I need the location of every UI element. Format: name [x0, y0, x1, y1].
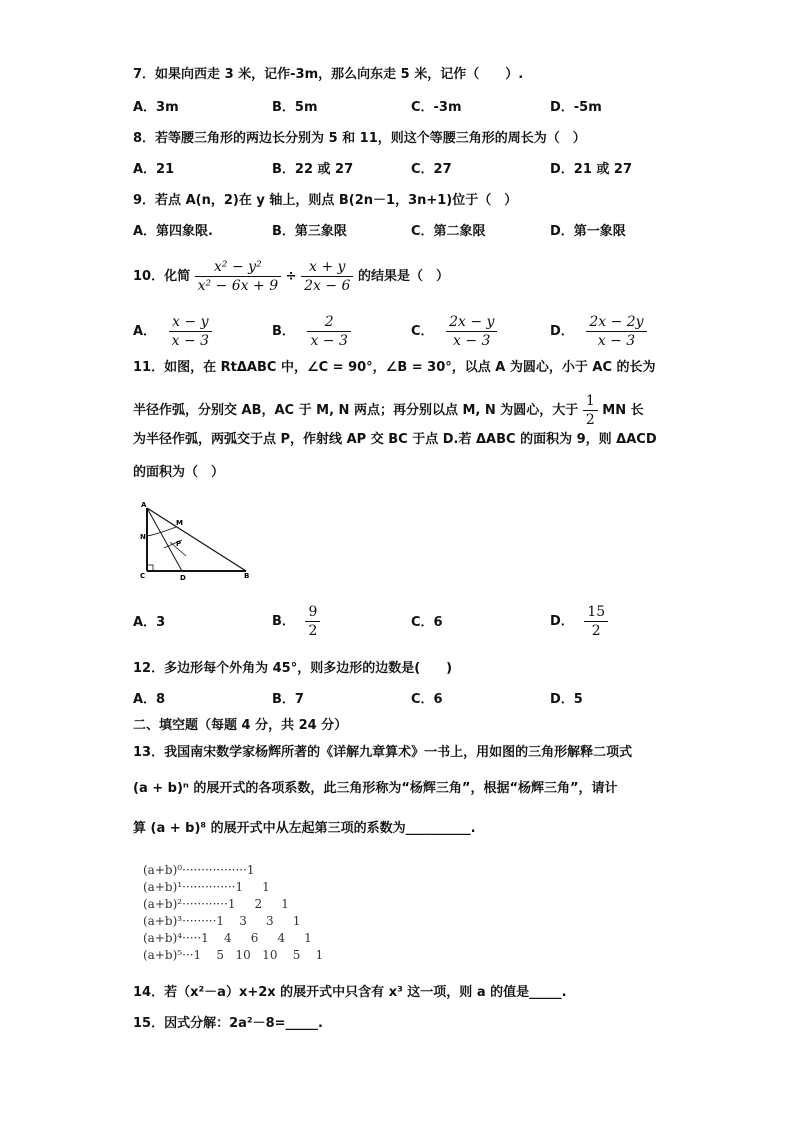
q10-option-d-label: D．: [550, 324, 574, 339]
q8-option-a: A．21: [133, 162, 175, 177]
q11-option-d: [550, 603, 608, 640]
label-m: M: [176, 519, 183, 527]
q9-option-b: B．第三象限: [272, 224, 347, 239]
q11-line-2: [133, 392, 644, 429]
q10-option-b-num: 2: [324, 314, 334, 330]
q12-option-c: C．6: [411, 692, 443, 707]
q10-fraction-1: [195, 258, 281, 295]
q10-option-a: [133, 313, 212, 350]
q13-line-1: 13．我国南宋数学家杨辉所著的《详解九章算术》一书上，用如图的三角形解释二项式: [133, 745, 633, 760]
q11-option-b-den: 2: [308, 623, 318, 639]
label-p: P: [176, 540, 182, 548]
q11-line-1: 11．如图，在 RtΔABC 中，∠C = 90°，∠B = 30°，以点 A 为圆心，小于 AC 的长为: [133, 360, 656, 375]
pascal-row: (a+b)³·········1 3 3 1: [143, 914, 301, 928]
pascal-row: (a+b)⁰·················1: [143, 863, 255, 877]
q10-option-c: [411, 313, 497, 350]
q11-option-c-label: C．: [411, 615, 434, 630]
q11-option-c-value: 6: [433, 615, 443, 630]
section-2-title: 二、填空题（每题 4 分，共 24 分）: [133, 718, 348, 733]
label-b: B: [244, 572, 250, 580]
label-c: C: [140, 572, 146, 580]
q7-option-c: C．-3m: [411, 100, 462, 115]
q11-line-3: 为半径作弧，两弧交于点 P，作射线 AP 交 BC 于点 D.若 ΔABC 的面积为 9，则 ΔACD: [133, 432, 657, 447]
q9-option-a: A．第四象限.: [133, 224, 213, 239]
q11-option-a: [133, 614, 165, 632]
side-ab: [147, 508, 246, 571]
q10-frac1-num: x² − y²: [214, 259, 262, 275]
q12-option-a: A．8: [133, 692, 166, 707]
q10-frac2-den: 2x − 6: [304, 278, 351, 294]
label-d: D: [180, 574, 186, 582]
q10-frac1-den: x² − 6x + 9: [197, 278, 279, 294]
q8-option-b: B．22 或 27: [272, 162, 354, 177]
q10-option-b-den: x − 3: [310, 333, 348, 349]
q11-option-b-label: B．: [272, 614, 295, 629]
q11-option-b-num: 9: [305, 603, 320, 622]
q10-stem: [133, 258, 449, 295]
q15-stem: 15．因式分解：2a²－8=_____.: [133, 1016, 323, 1031]
q10-option-d-den: x − 3: [597, 333, 636, 349]
q10-suffix: 的结果是（ ）: [357, 269, 449, 284]
q11-option-d-label: D．: [550, 614, 574, 629]
q10-option-c-den: x − 3: [453, 333, 491, 349]
q10-option-c-label: C．: [411, 324, 434, 339]
label-a: A: [141, 501, 147, 509]
label-n: N: [140, 533, 146, 541]
q10-option-c-num: 2x − y: [449, 314, 495, 330]
q11-line-2a: 半径作弧，分别交 AB，AC 于 M, N 两点；再分别以点 M, N 为圆心，大于: [133, 403, 579, 418]
q8-option-d: D．21 或 27: [550, 162, 633, 177]
q10-frac2-num: x + y: [309, 259, 346, 275]
q10-operator: ÷: [285, 269, 297, 284]
q12-option-d: D．5: [550, 692, 583, 707]
q10-option-b: [272, 313, 351, 350]
q12-stem: 12．多边形每个外角为 45°，则多边形的边数是( ): [133, 661, 453, 676]
q13-line-3: 算 (a + b)⁸ 的展开式中从左起第三项的系数为__________.: [133, 821, 476, 836]
q11-option-a-label: A．: [133, 615, 157, 630]
q7-stem: 7．如果向西走 3 米，记作-3m，那么向东走 5 米，记作（ ）.: [133, 67, 524, 82]
q9-option-c: C．第二象限: [411, 224, 486, 239]
q8-option-c: C．27: [411, 162, 452, 177]
q12-option-b: B．7: [272, 692, 304, 707]
pascal-triangle: [143, 862, 323, 964]
q11-half-den: 2: [585, 412, 595, 428]
q7-option-b: B．5m: [272, 100, 318, 115]
q7-option-a: A．3m: [133, 100, 179, 115]
q11-line-2b: MN 长: [602, 403, 644, 418]
q9-option-d: D．第一象限: [550, 224, 626, 239]
q10-option-d-num: 2x − 2y: [589, 314, 644, 330]
q11-option-c: [411, 614, 443, 632]
q9-stem: 9．若点 A(n，2)在 y 轴上，则点 B(2n－1，3n+1)位于（ ）: [133, 193, 518, 208]
q10-fraction-2: [301, 258, 353, 295]
q14-stem: 14．若（x²－a）x+2x 的展开式中只含有 x³ 这一项，则 a 的值是_____.: [133, 985, 567, 1000]
pascal-row: (a+b)¹··············1 1: [143, 880, 270, 894]
pascal-row: (a+b)⁴·····1 4 6 4 1: [143, 931, 312, 945]
q10-option-b-label: B．: [272, 324, 295, 339]
pascal-row: (a+b)⁵···1 5 10 10 5 1: [143, 948, 324, 962]
q10-option-a-label: A．: [133, 324, 157, 339]
q11-option-d-den: 2: [591, 623, 601, 639]
q11-option-d-num: 15: [584, 603, 608, 622]
q11-option-a-value: 3: [156, 615, 166, 630]
q11-triangle-figure: [134, 498, 258, 582]
pascal-row: (a+b)²············1 2 1: [143, 897, 289, 911]
q10-option-a-den: x − 3: [171, 333, 210, 349]
q13-line-2: (a + b)ⁿ 的展开式的各项系数，此三角形称为“杨辉三角”，根据“杨辉三角”，请计: [133, 781, 618, 796]
q11-half-num: 1: [583, 392, 598, 411]
q8-stem: 8．若等腰三角形的两边长分别为 5 和 11，则这个等腰三角形的周长为（ ）: [133, 131, 586, 146]
q7-option-d: D．-5m: [550, 100, 602, 115]
q11-option-b: [272, 603, 320, 640]
q11-line-4: 的面积为（ ）: [133, 465, 225, 480]
q10-prefix: 10．化简: [133, 269, 191, 284]
q10-option-d: [550, 313, 647, 350]
q10-option-a-num: x − y: [172, 314, 209, 330]
